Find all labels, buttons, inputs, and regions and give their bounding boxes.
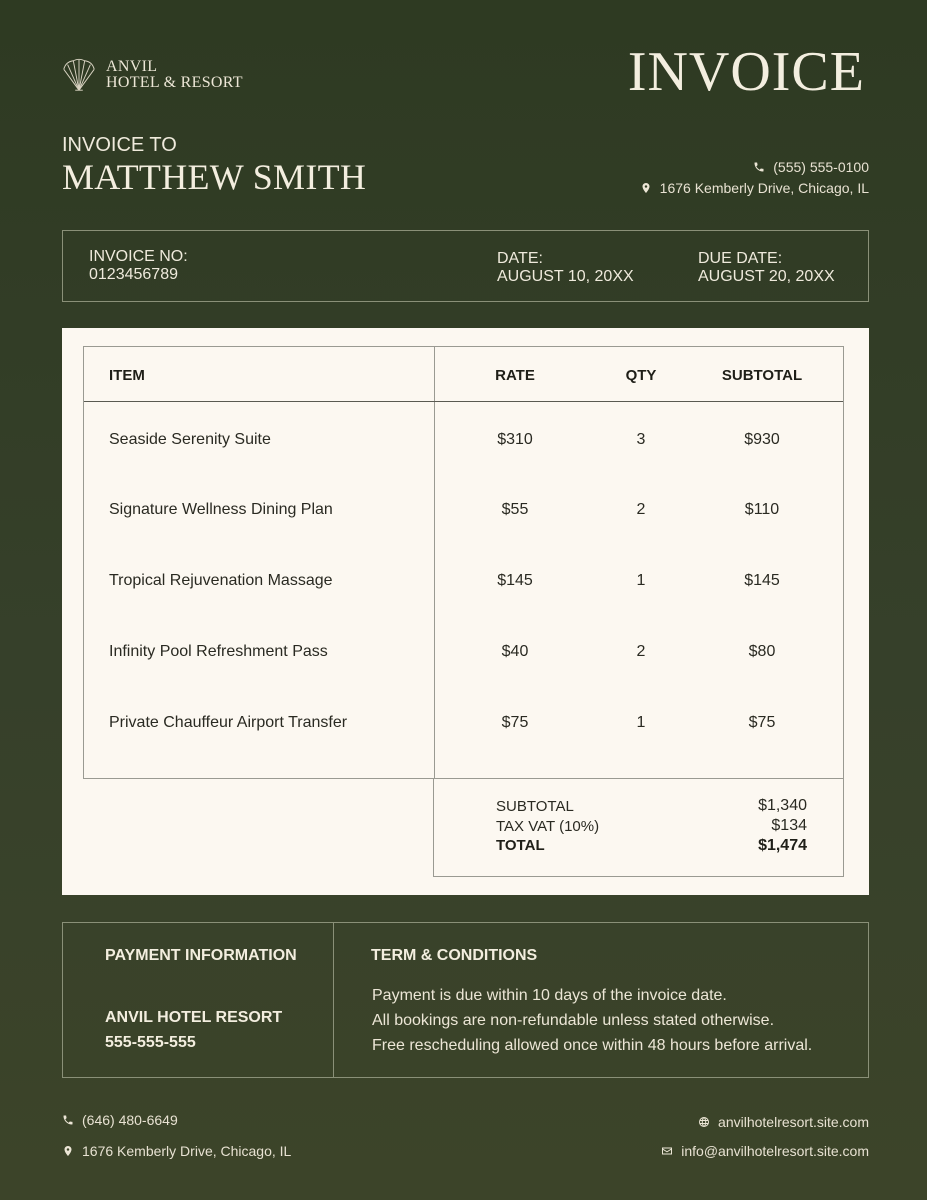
contact-phone: (555) 555-0100 — [773, 158, 869, 175]
invoice-number-field — [89, 248, 188, 284]
row-qty: 1 — [636, 714, 646, 731]
tax-value: $134 — [771, 817, 807, 834]
client-name: MATTHEW SMITH — [62, 157, 367, 197]
invoice-to-label: INVOICE TO — [62, 134, 177, 156]
contact-phone-row — [640, 156, 869, 177]
due-date-label: DUE DATE: — [698, 250, 783, 267]
payment-account: 555-555-555 — [105, 1034, 196, 1051]
row-rate: $75 — [501, 714, 529, 731]
row-item: Signature Wellness Dining Plan — [109, 501, 333, 518]
footer-online — [661, 1107, 869, 1165]
payment-name: ANVIL HOTEL RESORT — [105, 1009, 283, 1026]
items-table — [83, 346, 844, 779]
invoice-number: 0123456789 — [89, 266, 178, 283]
header-subtotal: SUBTOTAL — [721, 367, 803, 384]
row-rate: $55 — [501, 501, 529, 518]
row-subtotal: $80 — [748, 643, 776, 660]
shell-logo-icon — [60, 56, 98, 94]
brand-line-2: HOTEL & RESORT — [106, 74, 243, 91]
subtotal-label: SUBTOTAL — [496, 798, 574, 815]
row-subtotal: $75 — [748, 714, 776, 731]
terms-line: Payment is due within 10 days of the invoice date. — [372, 987, 727, 1004]
contact-address-row — [640, 177, 869, 198]
due-date: AUGUST 20, 20XX — [698, 268, 835, 285]
payment-terms-box — [62, 922, 869, 1078]
contact-address: 1676 Kemberly Drive, Chicago, IL — [659, 179, 869, 196]
globe-icon — [698, 1116, 710, 1128]
invoice-title: INVOICE — [627, 41, 865, 103]
date-field — [497, 250, 634, 286]
footer-email: info@anvilhotelresort.site.com — [681, 1142, 869, 1159]
date-label: DATE: — [497, 250, 543, 267]
row-qty: 2 — [636, 643, 646, 660]
header-rule — [84, 401, 843, 402]
invoice-items-card — [62, 328, 869, 895]
terms-line: All bookings are non-refundable unless stated otherwise. — [372, 1012, 775, 1029]
totals-box — [433, 778, 844, 877]
location-pin-icon — [640, 182, 652, 194]
row-item: Infinity Pool Refreshment Pass — [109, 643, 328, 660]
footer-email-row — [661, 1136, 869, 1165]
invoice-details-box — [62, 230, 869, 302]
row-rate: $310 — [497, 431, 533, 448]
tax-label: TAX VAT (10%) — [496, 818, 600, 835]
phone-icon — [753, 161, 765, 173]
row-item: Private Chauffeur Airport Transfer — [109, 714, 348, 731]
brand-logo — [60, 56, 243, 94]
invoice-number-label: INVOICE NO: — [89, 248, 188, 265]
footer-address-row — [62, 1135, 291, 1166]
header-item: ITEM — [109, 367, 145, 384]
row-rate: $40 — [501, 643, 529, 660]
footer-website: anvilhotelresort.site.com — [718, 1113, 869, 1130]
row-qty: 2 — [636, 501, 646, 518]
brand-name — [106, 59, 243, 91]
invoice-date: AUGUST 10, 20XX — [497, 268, 634, 285]
header-rate: RATE — [495, 367, 535, 384]
table-divider — [434, 347, 435, 778]
row-item: Seaside Serenity Suite — [109, 431, 271, 448]
footer-phone-row — [62, 1104, 291, 1135]
row-item: Tropical Rejuvenation Massage — [109, 572, 333, 589]
footer-phone: (646) 480-6649 — [82, 1111, 178, 1128]
due-date-field — [698, 250, 835, 286]
subtotal-value: $1,340 — [758, 797, 807, 814]
phone-icon — [62, 1114, 74, 1126]
payment-heading: PAYMENT INFORMATION — [105, 947, 297, 964]
total-value: $1,474 — [758, 837, 807, 854]
row-rate: $145 — [497, 572, 533, 589]
total-label: TOTAL — [496, 837, 545, 854]
terms-list — [372, 985, 812, 1060]
row-subtotal: $145 — [744, 572, 780, 589]
terms-line: Free rescheduling allowed once within 48 hours before arrival. — [372, 1037, 813, 1054]
footer-website-row — [661, 1107, 869, 1136]
row-subtotal: $110 — [744, 501, 780, 518]
location-pin-icon — [62, 1145, 74, 1157]
footer-contact — [62, 1104, 291, 1166]
brand-line-1: ANVIL — [106, 58, 158, 75]
envelope-icon — [661, 1145, 673, 1157]
terms-heading: TERM & CONDITIONS — [371, 947, 538, 964]
row-subtotal: $930 — [744, 431, 780, 448]
footer-address: 1676 Kemberly Drive, Chicago, IL — [82, 1142, 292, 1159]
row-qty: 1 — [636, 572, 646, 589]
row-qty: 3 — [636, 431, 646, 448]
box-divider — [333, 923, 334, 1077]
header-qty: QTY — [625, 367, 657, 384]
contact-info — [640, 156, 869, 198]
